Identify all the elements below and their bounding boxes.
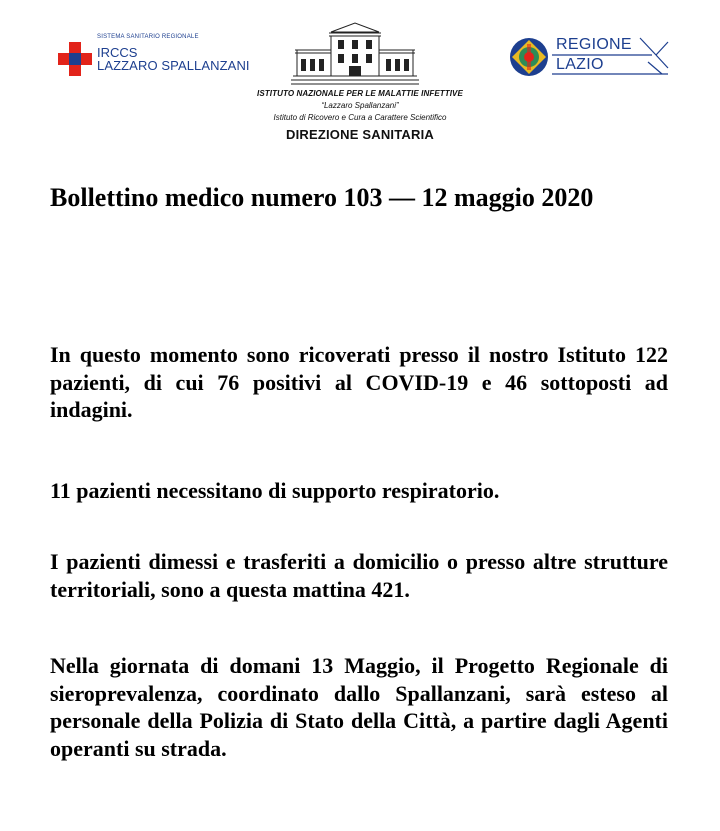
logo-regione-label: REGIONE xyxy=(556,36,632,53)
paragraph-respiratory-support: 11 pazienti necessitano di supporto respiratorio. xyxy=(50,478,500,503)
institute-building-icon xyxy=(291,22,419,88)
logo-lazio-label: LAZIO xyxy=(556,56,604,73)
bulletin-title: Bollettino medico numero 103 — 12 maggio 2020 xyxy=(50,183,594,212)
paragraph-hospitalized: In questo momento sono ricoverati presso il nostro Istituto 122 pazienti, di cui 76 positivi al COVID-19 e 46 sottoposti ad indagini. xyxy=(50,342,668,422)
red-cross-icon xyxy=(58,42,92,76)
institute-name: ISTITUTO NAZIONALE PER LE MALATTIE INFETTIVE xyxy=(257,89,463,98)
regione-lazio-logo xyxy=(508,34,668,80)
institute-type: Istituto di Ricovero e Cura a Carattere Scientifico xyxy=(273,113,447,122)
irccs-spallanzani-logo xyxy=(58,34,250,78)
paragraph-discharged: I pazienti dimessi e trasferiti a domicilio o presso altre strutture territoriali, sono a questa mattina 421. xyxy=(50,549,668,602)
logo-system-label: SISTEMA SANITARIO REGIONALE xyxy=(97,34,199,40)
paragraph-seroprevalence-project: Nella giornata di domani 13 Maggio, il Progetto Regionale di sieroprevalenza, coordinato dallo Spallanzani, sarà esteso al personale della Polizia di Stato della Città, a partire dagli Agenti operanti su strada. xyxy=(50,653,668,761)
logo-irccs-label: IRCCS xyxy=(97,45,138,60)
institute-dedication: “Lazzaro Spallanzani” xyxy=(321,101,399,110)
regione-lazio-emblem-icon xyxy=(508,36,550,78)
logo-institute-name: LAZZARO SPALLANZANI xyxy=(97,58,250,73)
logo-decorative-lines xyxy=(552,34,672,80)
department-heading: DIREZIONE SANITARIA xyxy=(285,127,434,142)
